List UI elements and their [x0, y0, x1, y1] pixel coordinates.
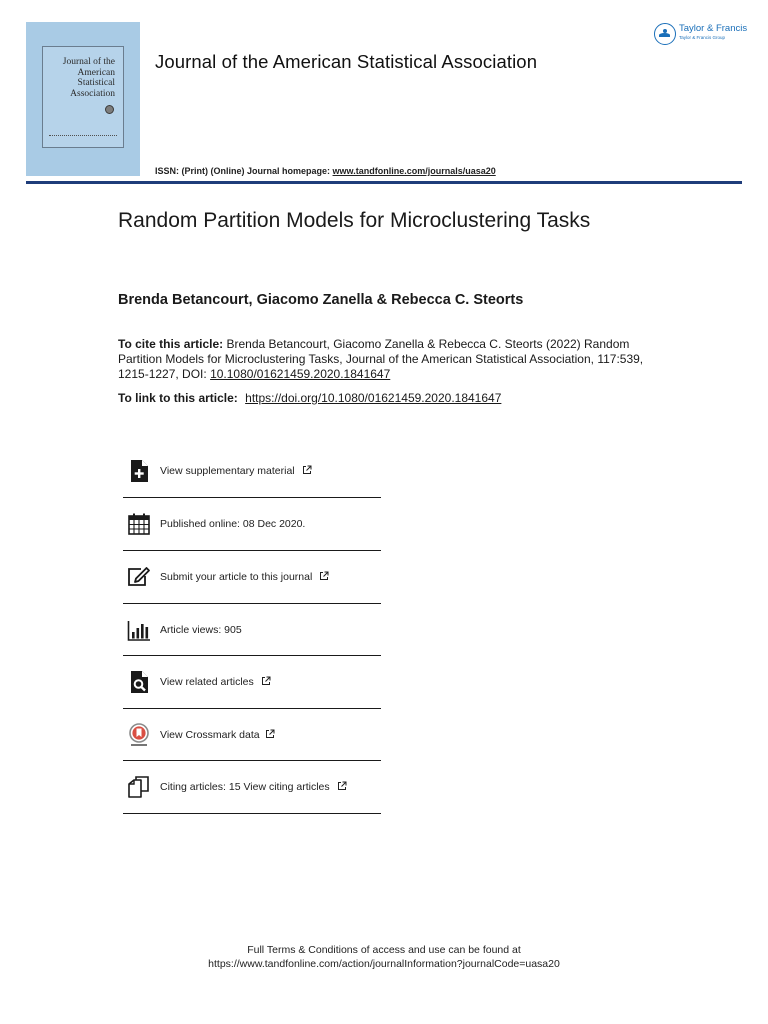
external-link-icon [337, 781, 347, 791]
citing-articles-icon [127, 775, 151, 799]
crossmark-label: View Crossmark data [160, 728, 260, 741]
journal-name: Journal of the American Statistical Association [155, 51, 538, 72]
info-row-crossmark[interactable] [123, 709, 381, 761]
doi-link[interactable]: 10.1080/01621459.2020.1841647 [210, 367, 391, 381]
citation-block [118, 337, 658, 382]
info-row-supplementary[interactable] [123, 444, 381, 498]
journal-homepage-link[interactable]: www.tandfonline.com/journals/uasa20 [332, 166, 496, 176]
cover-seal-icon [105, 105, 114, 114]
terms-url[interactable]: https://www.tandfonline.com/action/journalInformation?journalCode=uasa20 [208, 958, 560, 970]
publisher-subname: Taylor & Francis Group [679, 35, 726, 40]
search-document-icon [127, 670, 151, 694]
submit-label: Submit your article to this journal [160, 571, 313, 583]
article-authors: Brenda Betancourt, Giacomo Zanella & Rebecca C. Steorts [118, 292, 524, 308]
header-divider [26, 181, 742, 184]
calendar-icon [127, 512, 151, 536]
terms-text: Full Terms & Conditions of access and use can be found at [247, 944, 521, 956]
supplementary-file-icon [127, 459, 151, 483]
related-label: View related articles [160, 676, 254, 688]
bar-chart-icon [127, 618, 151, 642]
edit-pencil-icon [127, 565, 151, 589]
info-row-submit[interactable] [123, 551, 381, 604]
crossmark-icon [127, 723, 151, 747]
publisher-logo-icon [654, 23, 676, 45]
external-link-icon [302, 465, 312, 475]
article-title: Random Partition Models for Microclustering Tasks [118, 209, 591, 232]
article-link-line [118, 391, 501, 405]
info-row-related[interactable] [123, 656, 381, 709]
cover-footer-line [49, 135, 117, 137]
external-link-icon [261, 676, 271, 686]
published-date: Published online: 08 Dec 2020. [160, 518, 306, 530]
article-url-link[interactable]: https://doi.org/10.1080/01621459.2020.1841647 [245, 391, 502, 405]
cite-label: To cite this article: [118, 337, 224, 351]
supplementary-label: View supplementary material [160, 464, 295, 477]
issn-line [155, 166, 496, 176]
citing-label: Citing articles: 15 View citing articles [160, 781, 330, 793]
journal-cover [26, 22, 140, 176]
external-link-icon [265, 729, 275, 739]
article-views: Article views: 905 [160, 623, 242, 636]
issn-text: ISSN: (Print) (Online) Journal homepage: [155, 166, 331, 176]
cite-text: Brenda Betancourt, Giacomo Zanella & Rebecca C. Steorts (2022) Random Partition Models for Microclustering Tasks, Journal of the American Statistical Association, 117:539, 1215-1227, DOI: [118, 337, 644, 381]
info-row-citing[interactable] [123, 761, 381, 814]
cover-title: Journal of the American Statistical Association [62, 57, 115, 99]
external-link-icon [319, 571, 329, 581]
publisher-name: Taylor & Francis [679, 23, 748, 34]
publisher-logo[interactable] [654, 22, 746, 46]
terms-footer [0, 943, 768, 971]
link-label: To link to this article: [118, 391, 238, 405]
journal-cover-frame [42, 46, 124, 148]
article-info-list [123, 444, 381, 814]
info-row-views [123, 604, 381, 656]
info-row-published [123, 498, 381, 551]
